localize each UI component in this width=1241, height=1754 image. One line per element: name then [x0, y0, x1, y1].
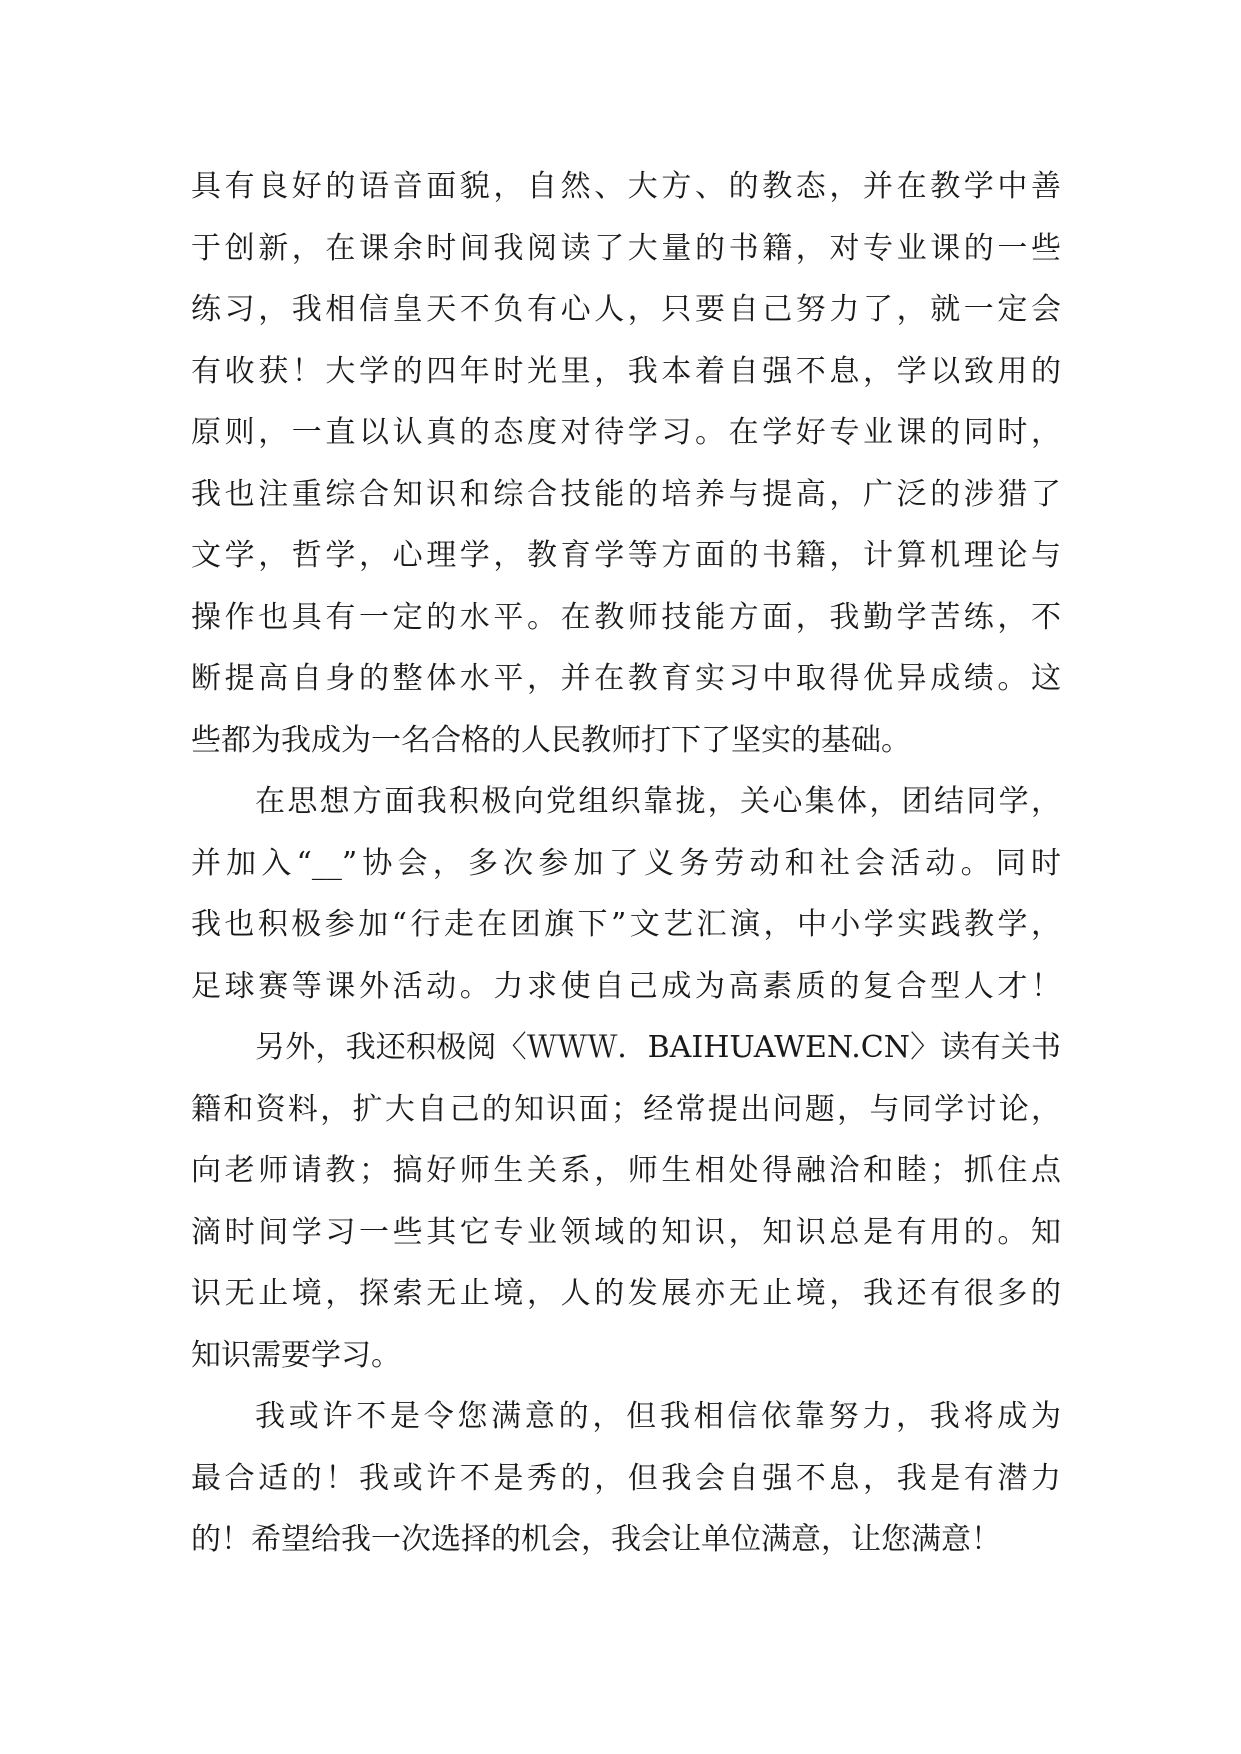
text-line: 最合适的！我或许不是秀的，但我会自强不息，我是有潜力	[191, 1460, 1061, 1496]
text-line: 籍和资料，扩大自己的知识面；经常提出问题，与同学讨论，	[191, 1091, 1061, 1127]
text-line: 练习，我相信皇天不负有心人，只要自己努力了，就一定会	[191, 292, 1061, 327]
text-line: 有收获！大学的四年时光里，我本着自强不息，学以致用的	[191, 353, 1061, 389]
text-line: 知识需要学习。	[191, 1337, 401, 1373]
document-body	[191, 156, 1061, 1571]
text-line: 的！希望给我一次选择的机会，我会让单位满意，让您满意！	[191, 1522, 1001, 1557]
text-line: 识无止境，探索无止境，人的发展亦无止境，我还有很多的	[191, 1276, 1061, 1311]
text-line: 向老师请教；搞好师生关系，师生相处得融洽和睦；抓住点	[191, 1153, 1061, 1188]
text-line: 文学，哲学，心理学，教育学等方面的书籍，计算机理论与	[191, 538, 1061, 573]
text-line: 具有良好的语音面貌，自然、大方、的教态，并在教学中善	[191, 169, 1061, 204]
text-line: 并加入“__”协会，多次参加了义务劳动和社会活动。同时	[191, 845, 1061, 881]
paragraph-1	[191, 156, 1061, 771]
text-line: 滴时间学习一些其它专业领域的知识，知识总是有用的。知	[191, 1214, 1061, 1250]
paragraph-2	[191, 771, 1061, 1017]
text-line: 另外，我还积极阅〈ＷＷＷ．BAIHUAWEN.CN〉读有关书	[255, 1030, 1061, 1065]
paragraph-4	[191, 1386, 1061, 1571]
text-line: 原则，一直以认真的态度对待学习。在学好专业课的同时，	[191, 415, 1061, 450]
text-line: 些都为我成为一名合格的人民教师打下了坚实的基础。	[191, 722, 911, 758]
paragraph-3	[191, 1017, 1061, 1386]
text-line: 于创新，在课余时间我阅读了大量的书籍，对专业课的一些	[191, 230, 1061, 266]
text-line: 断提高自身的整体水平，并在教育实习中取得优异成绩。这	[191, 661, 1061, 696]
text-line: 我也注重综合知识和综合技能的培养与提高，广泛的涉猎了	[191, 476, 1061, 512]
text-line: 我也积极参加“行走在团旗下”文艺汇演，中小学实践教学，	[191, 907, 1061, 942]
text-line: 在思想方面我积极向党组织靠拢，关心集体，团结同学，	[255, 784, 1061, 819]
text-line: 操作也具有一定的水平。在教师技能方面，我勤学苦练，不	[191, 599, 1061, 635]
text-line: 足球赛等课外活动。力求使自己成为高素质的复合型人才！	[191, 968, 1061, 1004]
text-line: 我或许不是令您满意的，但我相信依靠努力，我将成为	[255, 1399, 1061, 1434]
